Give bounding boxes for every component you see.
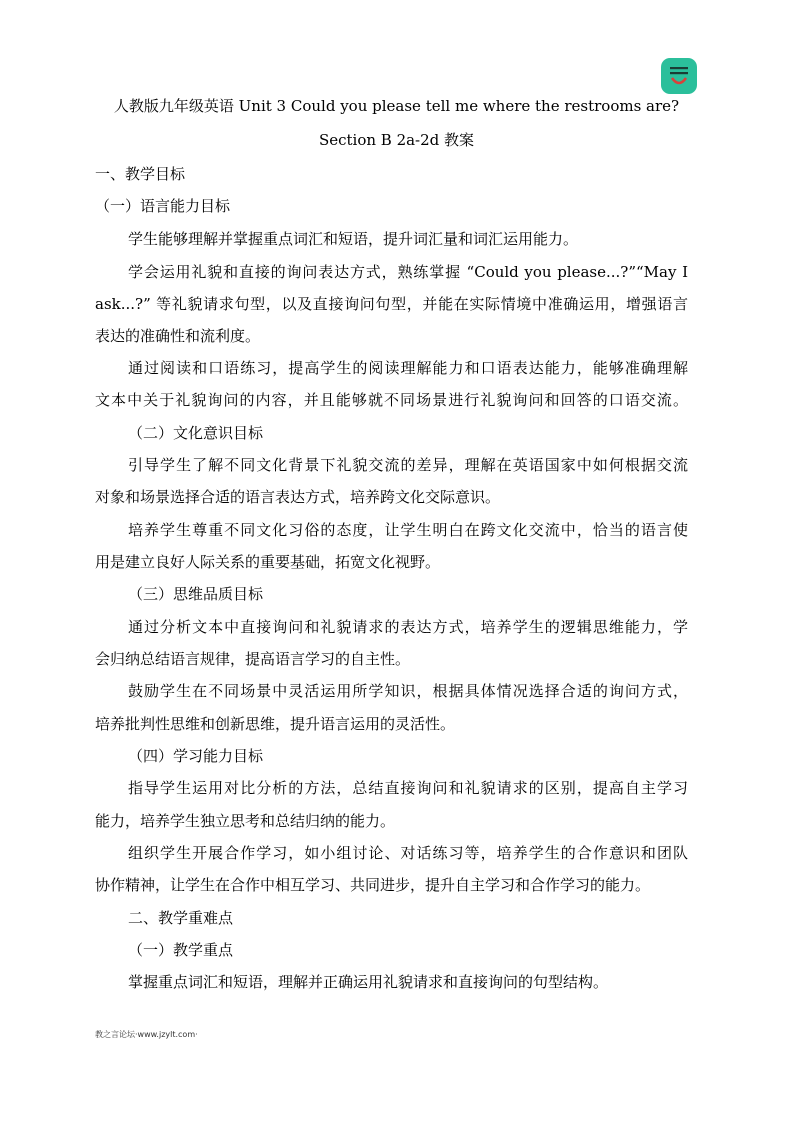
section-heading-1: 一、教学目标	[95, 165, 186, 183]
paragraph-line: 组织学生开展合作学习，如小组讨论、对话练习等，培养学生的合作意识和团队	[128, 844, 688, 862]
paragraph-line: 文本中关于礼貌询问的内容，并且能够就不同场景进行礼貌询问和回答的口语交流。	[95, 391, 688, 409]
doc-title-line2: Section B 2a-2d 教案	[318, 131, 475, 149]
paragraph-line: 学生能够理解并掌握重点词汇和短语，提升词汇量和词汇运用能力。	[128, 230, 579, 248]
paragraph-line: 协作精神，让学生在合作中相互学习、共同进步，提升自主学习和合作学习的能力。	[95, 876, 651, 894]
paragraph-line: 培养批判性思维和创新思维，提升语言运用的灵活性。	[95, 715, 456, 733]
section-heading-2: 二、教学重难点	[128, 909, 234, 927]
paragraph-line: 鼓励学生在不同场景中灵活运用所学知识，根据具体情况选择合适的询问方式，	[128, 682, 688, 700]
paragraph-line: 掌握重点词汇和短语，理解并正确运用礼貌请求和直接询问的句型结构。	[128, 973, 609, 991]
paragraph-line: 指导学生运用对比分析的方法，总结直接询问和礼貌请求的区别，提高自主学习	[128, 779, 688, 797]
paragraph-line: 学会运用礼貌和直接的询问表达方式，熟练掌握 “Could you please...?”“May I	[128, 263, 688, 281]
paragraph-line: 表达的准确性和流利度。	[95, 327, 261, 345]
paragraph-line: 通过分析文本中直接询问和礼貌请求的表达方式，培养学生的逻辑思维能力，学	[128, 618, 688, 636]
doc-title-line1: 人教版九年级英语 Unit 3 Could you please tell me where the restrooms are?	[113, 97, 680, 115]
paragraph-line: 通过阅读和口语练习，提高学生的阅读理解能力和口语表达能力，能够准确理解	[128, 359, 688, 377]
subsection-heading: （一）语言能力目标	[95, 197, 231, 215]
paragraph-line: 培养学生尊重不同文化习俗的态度，让学生明白在跨文化交流中，恰当的语言使	[128, 521, 688, 539]
paragraph-line: 对象和场景选择合适的语言表达方式，培养跨文化交际意识。	[95, 488, 501, 506]
site-logo-icon	[661, 58, 697, 94]
subsection-heading: （三）思维品质目标	[128, 585, 264, 603]
subsection-heading: （四）学习能力目标	[128, 747, 264, 765]
footer-watermark: 教之言论坛·www.jzylt.com·	[95, 1030, 198, 1039]
paragraph-line: ask...?” 等礼貌请求句型，以及直接询问句型，并能在实际情境中准确运用，增强语言	[95, 295, 688, 313]
paragraph-line: 引导学生了解不同文化背景下礼貌交流的差异，理解在英语国家中如何根据交流	[128, 456, 688, 474]
subsection-heading: （二）文化意识目标	[128, 424, 264, 442]
paragraph-line: 会归纳总结语言规律，提高语言学习的自主性。	[95, 650, 411, 668]
paragraph-line: 能力，培养学生独立思考和总结归纳的能力。	[95, 812, 396, 830]
subsection-heading: （一）教学重点	[128, 941, 234, 959]
paragraph-line: 用是建立良好人际关系的重要基础，拓宽文化视野。	[95, 553, 441, 571]
